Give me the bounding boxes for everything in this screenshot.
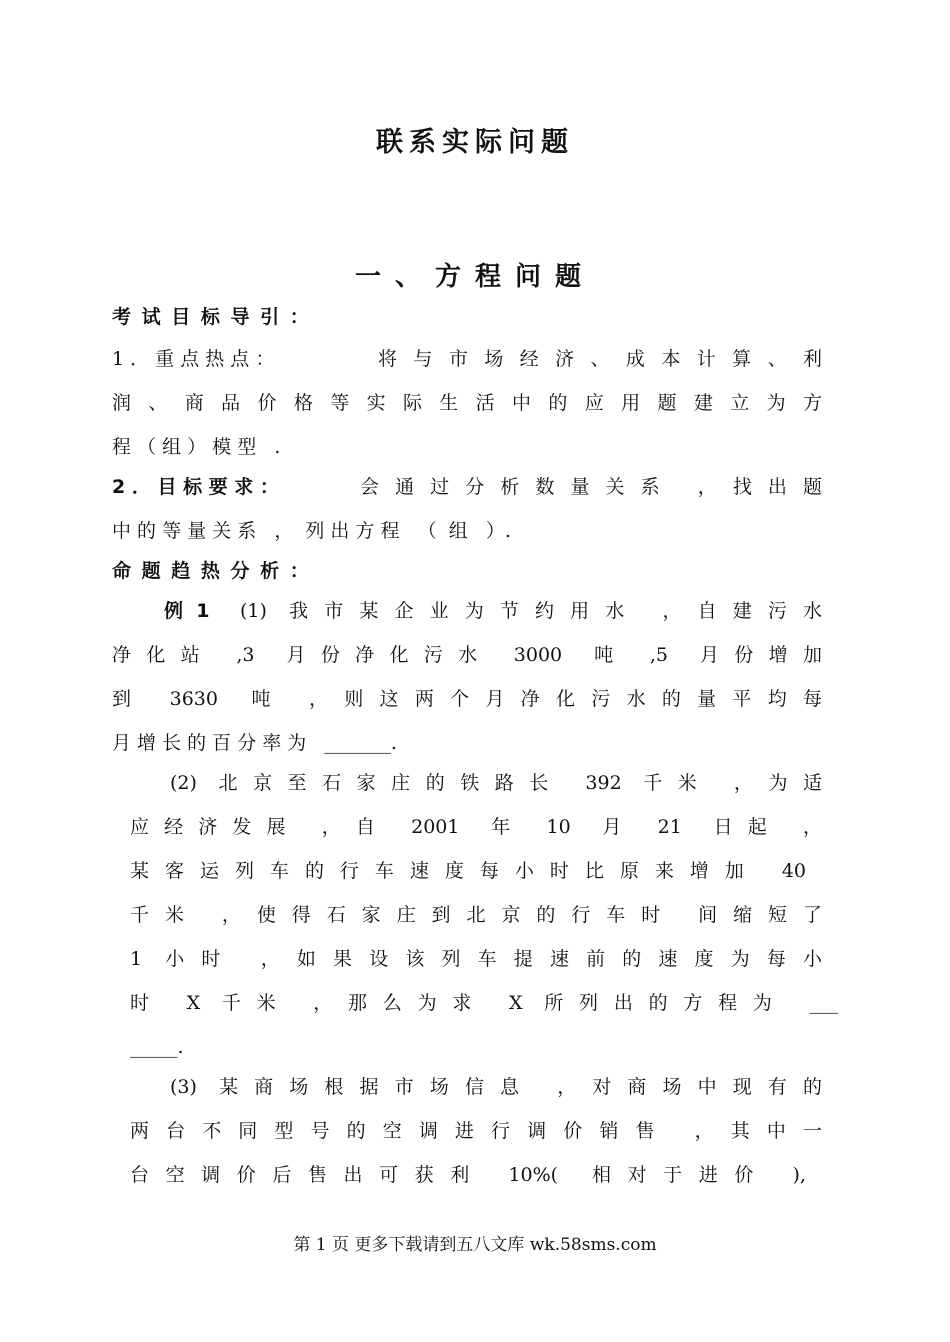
- section-title: 一、方程问题: [354, 262, 595, 292]
- item1-text: 将 与 市 场 经 济 、 成 本 计 算 、 利: [378, 348, 822, 370]
- example-2-line6: 时 X 千 米 ， 那 么 为 求 X 所 列 出 的 方 程 为 ___: [130, 992, 838, 1014]
- document-title: 联系实际问题: [376, 127, 574, 158]
- page-footer: 第 1 页 更多下载请到五八文库 wk.58sms.com: [293, 1235, 657, 1255]
- item2-line2: 中 的 等 量 关 系 ， 列 出 方 程 （ 组 ）.: [112, 520, 511, 542]
- trend-heading: 命 题 趋 热 分 析 ：: [112, 560, 311, 582]
- item1-label: 1 ． 重 点 热 点 ：: [112, 348, 275, 370]
- example-2-line7: _____.: [130, 1036, 184, 1058]
- example-2-line5: 1 小 时 ， 如 果 设 该 列 车 提 速 前 的 速 度 为 每 小: [130, 948, 822, 970]
- example-1-line1: (1) 我 市 某 企 业 为 节 约 用 水 ， 自 建 污 水: [240, 600, 822, 622]
- example-2-line4: 千 米 ， 使 得 石 家 庄 到 北 京 的 行 车 时 间 缩 短 了: [130, 904, 822, 926]
- example-1-line2: 净 化 站 ,3 月 份 净 化 污 水 3000 吨 ,5 月 份 增 加: [112, 644, 822, 666]
- item2-text: 会 通 过 分 析 数 量 关 系 ， 找 出 题: [360, 476, 822, 498]
- example-3-line2: 两 台 不 同 型 号 的 空 调 进 行 调 价 销 售 ， 其 中 一: [130, 1120, 822, 1142]
- example-3-line3: 台 空 调 价 后 售 出 可 获 利 10%( 相 对 于 进 价 ),: [130, 1164, 806, 1186]
- example-2-line3: 某 客 运 列 车 的 行 车 速 度 每 小 时 比 原 来 增 加 40: [130, 860, 806, 882]
- item1-line2: 润 、 商 品 价 格 等 实 际 生 活 中 的 应 用 题 建 立 为 方: [112, 392, 822, 414]
- example-2-line1: (2) 北 京 至 石 家 庄 的 铁 路 长 392 千 米 ， 为 适: [170, 772, 822, 794]
- example-label: 例 1: [164, 600, 210, 622]
- example-3-line1: (3) 某 商 场 根 据 市 场 信 息 ， 对 商 场 中 现 有 的: [170, 1076, 822, 1098]
- example-1-line4: 月 增 长 的 百 分 率 为 _______.: [112, 732, 397, 754]
- item1-line3: 程 （ 组 ） 模 型 .: [112, 436, 281, 458]
- example-2-line2: 应 经 济 发 展 ， 自 2001 年 10 月 21 日 起 ，: [130, 816, 822, 838]
- example-1-line3: 到 3630 吨 ， 则 这 两 个 月 净 化 污 水 的 量 平 均 每: [112, 688, 822, 710]
- item2-label: 2 ． 目 标 要 求 ：: [112, 476, 279, 498]
- guide-heading: 考 试 目 标 导 引 ：: [112, 306, 311, 328]
